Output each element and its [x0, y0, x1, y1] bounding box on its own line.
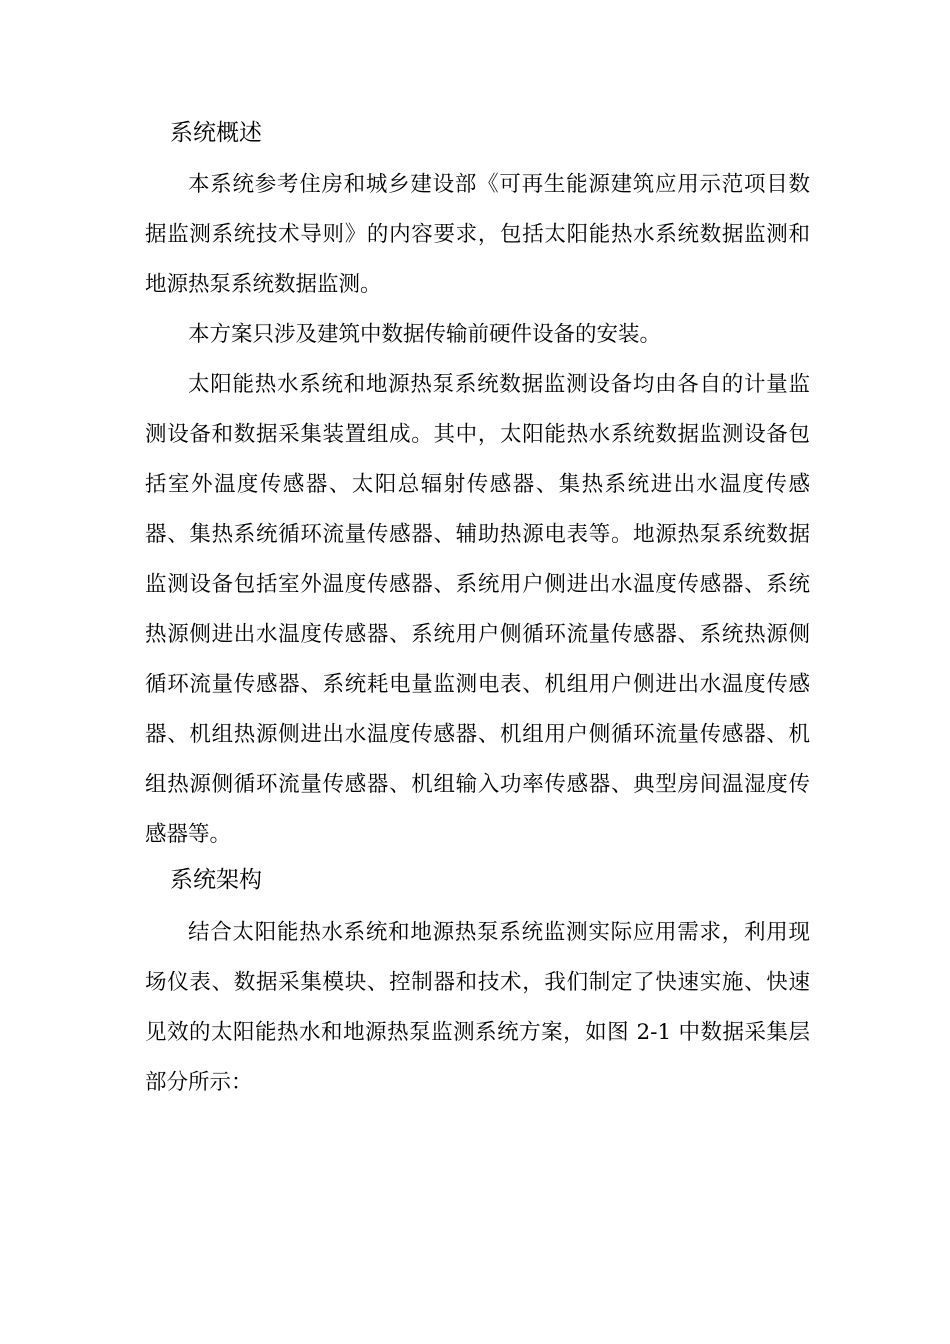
section-heading-overview: 系统概述	[170, 120, 262, 146]
paragraph-overview-devices: 太阳能热水系统和地源热泵系统数据监测设备均由各自的计量监测设备和数据采集装置组成。其中，太阳能热水系统数据监测设备包括室外温度传感器、太阳总辐射传感器、集热系统进出水温度传感器、集热系统循环流量传感器、辅助热源电表等。地源热泵系统数据监测设备包括室外温度传感器、系统用户侧进出水温度传感器、系统热源侧进出水温度传感器、系统用户侧循环流量传感器、系统热源侧循环流量传感器、系统耗电量监测电表、机组用户侧进出水温度传感器、机组热源侧进出水温度传感器、机组用户侧循环流量传感器、机组热源侧循环流量传感器、机组输入功率传感器、典型房间温湿度传感器等。	[145, 372, 810, 847]
section-heading-architecture: 系统架构	[170, 867, 262, 893]
paragraph-architecture-plan: 结合太阳能热水系统和地源热泵系统监测实际应用需求，利用现场仪表、数据采集模块、控制器和技术，我们制定了快速实施、快速见效的太阳能热水和地源热泵监测系统方案，如图 2-1 中数据采集层部分所示：	[145, 920, 810, 1095]
paragraph-overview-reference: 本系统参考住房和城乡建设部《可再生能源建筑应用示范项目数据监测系统技术导则》的内容要求，包括太阳能热水系统数据监测和地源热泵系统数据监测。	[145, 172, 810, 297]
paragraph-overview-scope: 本方案只涉及建筑中数据传输前硬件设备的安装。	[188, 322, 662, 347]
